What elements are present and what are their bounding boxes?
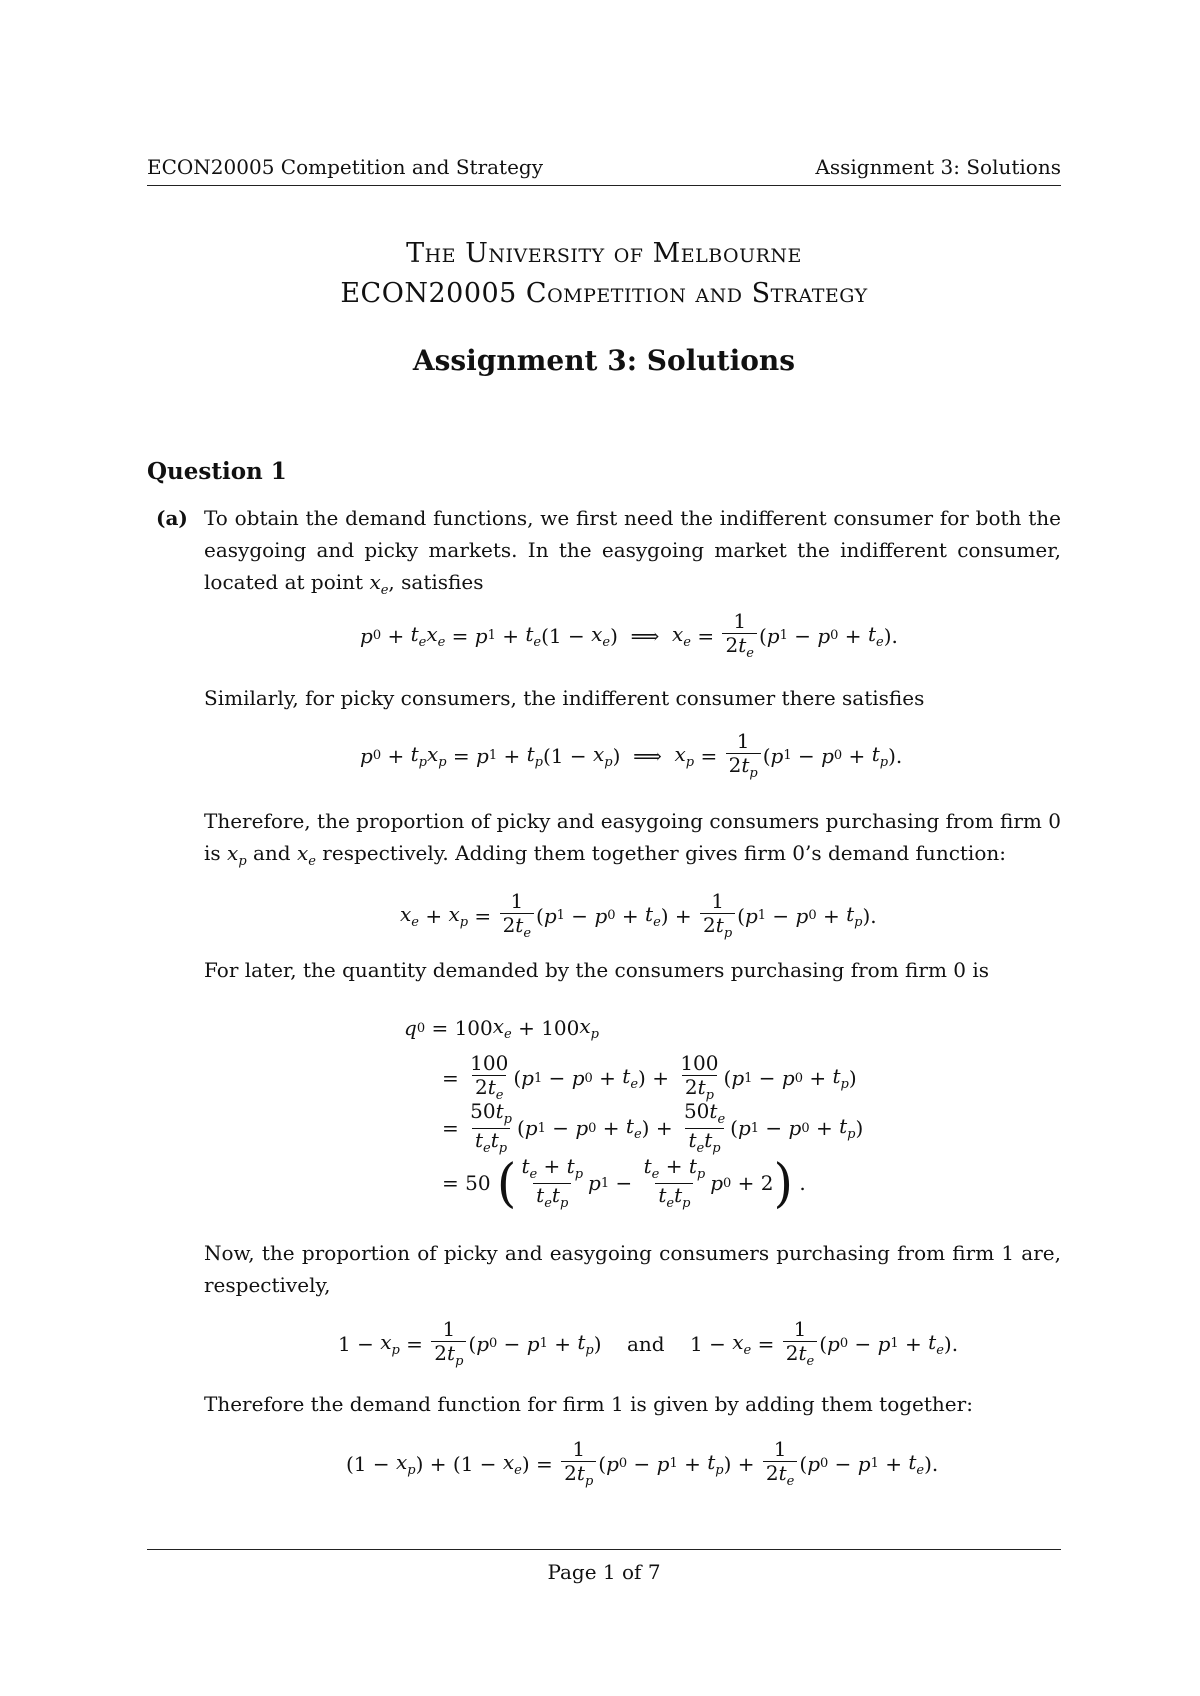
university-title: The University of Melbourne	[406, 238, 802, 269]
header-assignment: Assignment 3: Solutions	[815, 155, 1061, 179]
equation-indifferent-easygoing: p 0 + $t_ex_e$ = p 1 + $t_e$ (1 − $x_e$ ) ⟹ $x_e$ = $\frac{1}{2t_e}$ ( p 1 − p 0 + $t_e$ ).	[360, 609, 898, 661]
equation-indifferent-picky: p 0 + $t_px_p$ = p 1 + $t_p$ (1 − $x_p$ ) ⟹ $x_p$ = $\frac{1}{2t_p}$ ( p 1 − p 0 + $t_p$ ).	[360, 729, 903, 781]
question-heading: Question 1	[147, 458, 287, 485]
paragraph-2: Similarly, for picky consumers, the indifferent consumer there satisfies	[204, 686, 925, 710]
part-label: (a)	[156, 506, 188, 530]
assignment-title: Assignment 3: Solutions	[412, 344, 796, 377]
equation-quantity-demanded: q 0 = 100 $x_e$ + 100 $x_p$ = $\frac{100}{2t_e}$ ( p 1 − p 0 + $t_e$ ) + $\frac{100}{2t_p}$ ( p 1 − p 0 + $t_p$ ) = $\frac{50t_p}{t_et_p}$ ( p 1 − p 0 + $t_e$ ) + $\frac{50t_e}{t_et_p}$ ( p 1 − p 0 + $t_p$ ) = 50 ( $\frac{t_e + t_p}{t_et_p}$ p 1 − $\frac{t_e + t_p}{t_et_p}$ p 0 + 2 ) .	[404, 1014, 864, 1214]
paragraph-1: To obtain the demand functions, we first need the indifferent consumer for both the easygoing and picky markets. In the easygoing market the indifferent consumer, located at point $x_e$, satisfies	[204, 506, 1061, 598]
header-course: ECON20005 Competition and Strategy	[147, 155, 544, 179]
paragraph-4: For later, the quantity demanded by the consumers purchasing from firm 0 is	[204, 958, 990, 982]
running-header	[147, 153, 1061, 186]
footer-rule	[147, 1549, 1061, 1550]
page-number: Page 1 of 7	[547, 1560, 661, 1584]
equation-firm0-demand: $x_e$ + $x_p$ = $\frac{1}{2t_e}$ ( p 1 − p 0 + $t_e$ ) + $\frac{1}{2t_p}$ ( p 1 − p 0 + $t_p$ ).	[400, 889, 877, 941]
paragraph-3: Therefore, the proportion of picky and easygoing consumers purchasing from firm 0 is $x_p$ and $x_e$ respectively. Adding them together gives firm 0’s demand function:	[204, 809, 1061, 869]
course-title: ECON20005 Competition and Strategy	[340, 278, 868, 309]
equation-firm1-demand: (1 − $x_p$ ) + (1 − $x_e$ ) = $\frac{1}{2t_p}$ ( p 0 − p 1 + $t_p$ ) + $\frac{1}{2t_e}$ ( p 0 − p 1 + $t_e$ ).	[346, 1437, 939, 1489]
paragraph-6: Therefore the demand function for firm 1 is given by adding them together:	[204, 1392, 973, 1416]
equation-firm1-proportions: 1 − $x_p$ = $\frac{1}{2t_p}$ ( p 0 − p 1 + $t_p$ ) and 1 − $x_e$ = $\frac{1}{2t_e}$ ( p 0 − p 1 + $t_e$ ).	[338, 1317, 959, 1369]
paragraph-5: Now, the proportion of picky and easygoing consumers purchasing from firm 1 are, respectively,	[204, 1241, 1061, 1297]
